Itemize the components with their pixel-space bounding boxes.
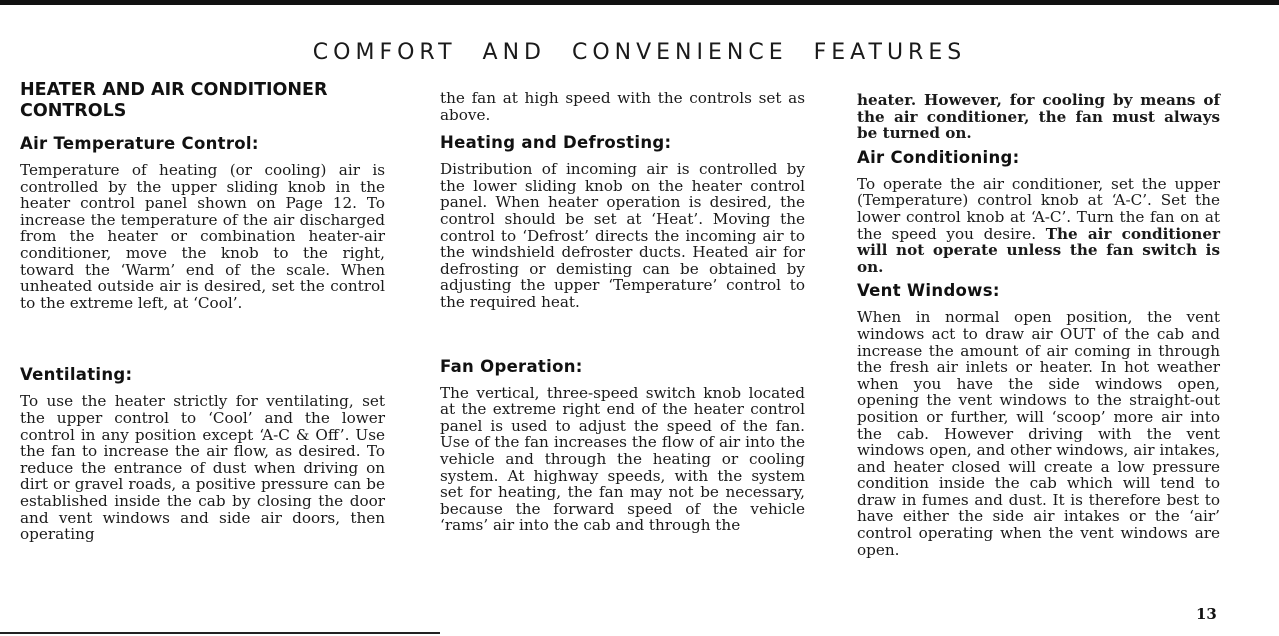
paragraph-fan-operation: The vertical, three-speed switch knob located at the extreme right end of the heater control panel is used to adjust the speed of the fan. Use of the fan increases the flow of air into the vehicle and through the heating or cooling system. At highway speeds, with the system set for heating, the fan may not be necessary, because the forward speed of the vehicle ‘rams’ air into the cab and through the <box>440 383 805 535</box>
paragraph-heating-defrosting: Distribution of incoming air is controlled by the lower sliding knob on the heater control panel. When heater operation is desired, the control should be set at ‘Heat’. Moving the control to ‘Defrost’ directs the incoming air to the windshield defroster ducts. Heated air for defrosting or demisting can be obtained by adjusting the upper ‘Temperature’ control to the required heat. <box>440 160 805 311</box>
paragraph-ventilating: To use the heater strictly for ventilating, set the upper control to ‘Cool’ and the lower control in any position except ‘A-C & Off’. Use the fan to increase the air flow, as desired. To reduce the entrance of dust when driving on dirt or gravel roads, a positive pressure can be established inside the cab by closing the door and vent windows and side air doors, then operating <box>20 392 385 544</box>
heading-vent-windows: Vent Windows: <box>857 281 1000 301</box>
heading-fan-operation: Fan Operation: <box>440 356 583 376</box>
heading-heating-defrosting: Heating and Defrosting: <box>440 133 672 153</box>
paragraph-air-conditioning <box>857 176 1220 276</box>
top-border-rule <box>0 0 1279 5</box>
paragraph-air-temperature: Temperature of heating (or cooling) air is controlled by the upper sliding knob in the heater control panel shown on Page 12. To increase the temperature of the air discharged from the heater or combination heater-air conditioner, move the knob to the right, toward the ‘Warm’ end of the scale. When unheated outside air is desired, set the control to the extreme left, at ‘Cool’. <box>20 161 385 312</box>
heading-air-conditioning: Air Conditioning: <box>857 147 1020 167</box>
heading-ventilating: Ventilating: <box>20 365 133 385</box>
bold-text-air-conditioning-note: The air conditioner will not operate unless the fan switch is on. <box>857 224 1221 276</box>
text-air-conditioning: To operate the air conditioner, set the upper (Temperature) control knob at ‘A-C’. Set the lower control knob at ‘A-C’. Turn the fan on at the speed you desire. <box>857 174 1220 243</box>
page-title: COMFORT AND CONVENIENCE FEATURES <box>312 40 967 65</box>
heading-air-temperature-control: Air Temperature Control: <box>20 134 259 153</box>
column-left <box>20 80 385 543</box>
bold-text-heater-continued: heater. However, for cooling by means of the air conditioner, the fan must always be turned on. <box>857 91 1220 143</box>
page-number: 13 <box>1196 605 1217 623</box>
column-right <box>857 92 1220 558</box>
spacer <box>440 123 805 133</box>
bottom-border-rule <box>0 632 440 634</box>
section-heading-heater-controls: HEATER AND AIR CONDITIONER CONTROLS <box>20 80 328 121</box>
paragraph-heater-continued <box>857 92 1220 142</box>
column-middle <box>440 90 805 534</box>
spacer <box>440 311 805 357</box>
spacer <box>20 311 385 365</box>
paragraph-vent-windows: When in normal open position, the vent windows act to draw air OUT of the cab and increase the amount of air coming in through the fresh air inlets or heater. In hot weather when you have the side windows open, opening the vent windows to the straight-out position or further, will ‘scoop’ more air into the cab. However driving with the vent windows open, and other windows, air intakes, and heater closed will create a low pressure condition inside the cab which will tend to draw in fumes and dust. It is therefore best to have either the side air intakes or the ‘air’ control operating when the vent windows are open. <box>857 308 1220 559</box>
paragraph-fan-continued: the fan at high speed with the controls set as above. <box>440 89 805 124</box>
